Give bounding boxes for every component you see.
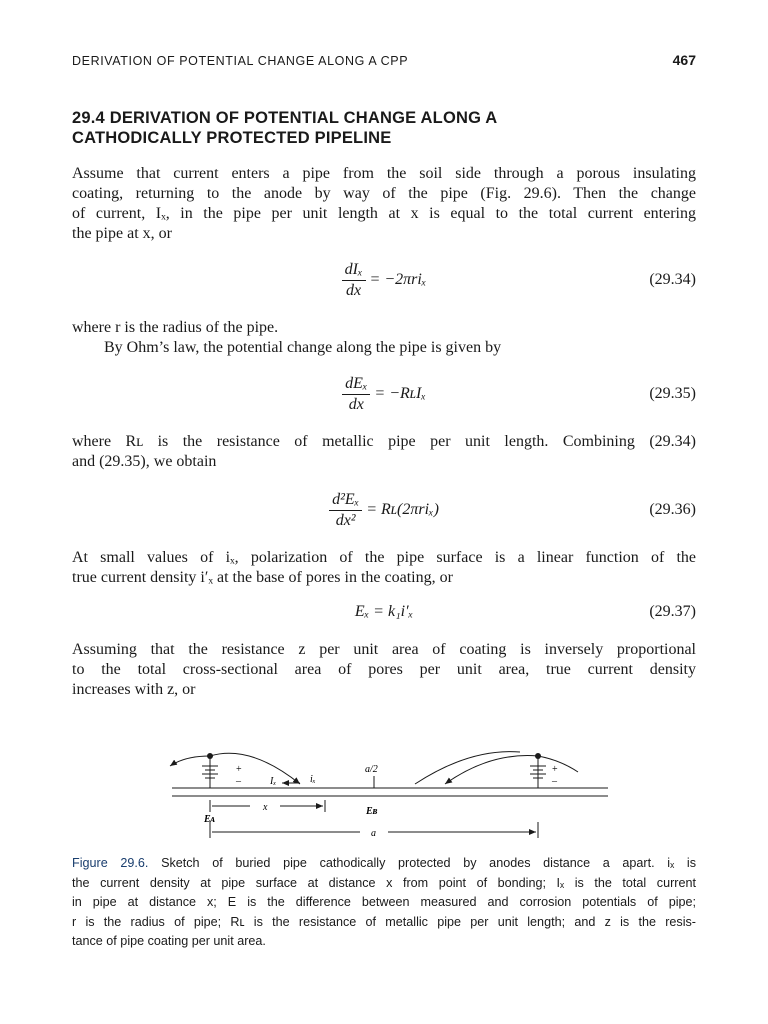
- current-arc-right-inner: [415, 752, 520, 784]
- paragraph-3-line: and (29.35), we obtain: [72, 453, 217, 470]
- section-title-line-2: CATHODICALLY PROTECTED PIPELINE: [72, 129, 392, 147]
- section-title: [72, 108, 632, 148]
- equation-rhs: = −RʟIₓ: [374, 385, 426, 402]
- paragraph-2-line: By Ohm’s law, the potential change along the pipe is given by: [104, 339, 502, 356]
- equation-rhs: = Rʟ(2πriₓ): [366, 501, 439, 518]
- section-title-line-1: 29.4 DERIVATION OF POTENTIAL CHANGE ALONG A: [72, 109, 498, 127]
- figure-29-6: [160, 738, 620, 846]
- running-title: DERIVATION OF POTENTIAL CHANGE ALONG A CPP: [72, 54, 409, 68]
- equation-29-36: [72, 488, 696, 532]
- fraction-numerator: dIₓ: [342, 261, 366, 281]
- right-anode-minus: –: [552, 776, 557, 787]
- left-anode-minus: –: [236, 776, 241, 787]
- label-ix: iₓ: [310, 774, 316, 785]
- fraction-numerator: dEₓ: [342, 375, 370, 395]
- paragraph-4-line: At small values of iₓ, polarization of the pipe surface is a linear function of the: [72, 549, 696, 566]
- current-arc-right-to-pipe: [445, 756, 538, 784]
- paragraph-2-line: where r is the radius of the pipe.: [72, 319, 279, 336]
- paragraph-4-line: true current density i′ₓ at the base of pores in the coating, or: [72, 569, 453, 586]
- label-Ix: Iₓ: [270, 776, 277, 787]
- current-arc-left-to-pipe: [210, 753, 300, 784]
- caption-line: tance of pipe coating per unit area.: [72, 934, 266, 948]
- paragraph-1-line: the pipe at x, or: [72, 225, 172, 242]
- paragraph-2: [72, 318, 696, 358]
- left-anode-plus: +: [236, 764, 242, 775]
- equation-number: (29.34): [649, 271, 696, 288]
- fraction-denominator: dx: [346, 281, 362, 299]
- paragraph-5-line: increases with z, or: [72, 681, 196, 698]
- caption-text: Sketch of buried pipe cathodically protected by anodes distance a apart. iₓ is: [161, 856, 696, 870]
- paragraph-1: [72, 164, 696, 244]
- paragraph-3-line: where Rʟ is the resistance of metallic pipe per unit length. Combining (29.34): [72, 433, 696, 450]
- fraction: [342, 261, 366, 300]
- caption-line: [72, 854, 696, 874]
- current-arc-left-outer: [170, 756, 210, 766]
- label-a: a: [371, 828, 376, 839]
- caption-line: the current density at pipe surface at distance x from point of bonding; Iₓ is the total current: [72, 875, 696, 890]
- fraction: [342, 375, 370, 414]
- label-x: x: [263, 802, 268, 813]
- paragraph-1-line: Assume that current enters a pipe from the soil side through a porous insulating: [72, 165, 696, 182]
- equation-rhs: = −2πriₓ: [369, 271, 427, 288]
- label-EA: Eᴀ: [204, 814, 215, 825]
- equation-expression: Eₓ = k₁i′ₓ: [354, 603, 414, 620]
- equation-number: (29.36): [649, 501, 696, 518]
- equation-number: (29.35): [649, 385, 696, 402]
- paragraph-1-line: coating, returning to the anode by way of the pipe (Fig. 29.6). Then the change: [72, 185, 696, 202]
- equation-29-35: [72, 372, 696, 416]
- paragraph-5-line: to the total cross-sectional area of pores per unit area, true current density: [72, 661, 696, 678]
- caption-line: in pipe at distance x; E is the difference between measured and corrosion potentials of pipe;: [72, 895, 696, 909]
- right-anode-plus: +: [552, 764, 558, 775]
- fraction-denominator: dx²: [335, 511, 356, 529]
- right-anode: [530, 753, 546, 788]
- fraction-numerator: d²Eₓ: [329, 491, 362, 511]
- label-EB: Eʙ: [366, 806, 378, 817]
- pipe-sketch: [160, 738, 620, 846]
- page-number: 467: [672, 52, 696, 68]
- paragraph-1-line: of current, Iₓ, in the pipe per unit length at x is equal to the total current entering: [72, 205, 696, 222]
- caption-line: r is the radius of pipe; Rʟ is the resistance of metallic pipe per unit length; and z is the resis-: [72, 914, 696, 929]
- running-header: [72, 52, 696, 72]
- label-half-a: a/2: [365, 764, 378, 775]
- paragraph-5-line: Assuming that the resistance z per unit area of coating is inversely proportional: [72, 641, 696, 658]
- paragraph-4: [72, 548, 696, 588]
- paragraph-3: [72, 432, 696, 472]
- fraction: [329, 491, 362, 530]
- fraction-denominator: dx: [348, 395, 364, 413]
- equation-29-34: [72, 258, 696, 302]
- caption-label: Figure 29.6.: [72, 856, 149, 870]
- equation-number: (29.37): [649, 603, 696, 620]
- left-anode: [202, 753, 218, 788]
- current-arc-right-outer: [538, 756, 578, 772]
- paragraph-5: [72, 640, 696, 700]
- equation-29-37: [72, 592, 696, 632]
- figure-caption: [72, 854, 696, 952]
